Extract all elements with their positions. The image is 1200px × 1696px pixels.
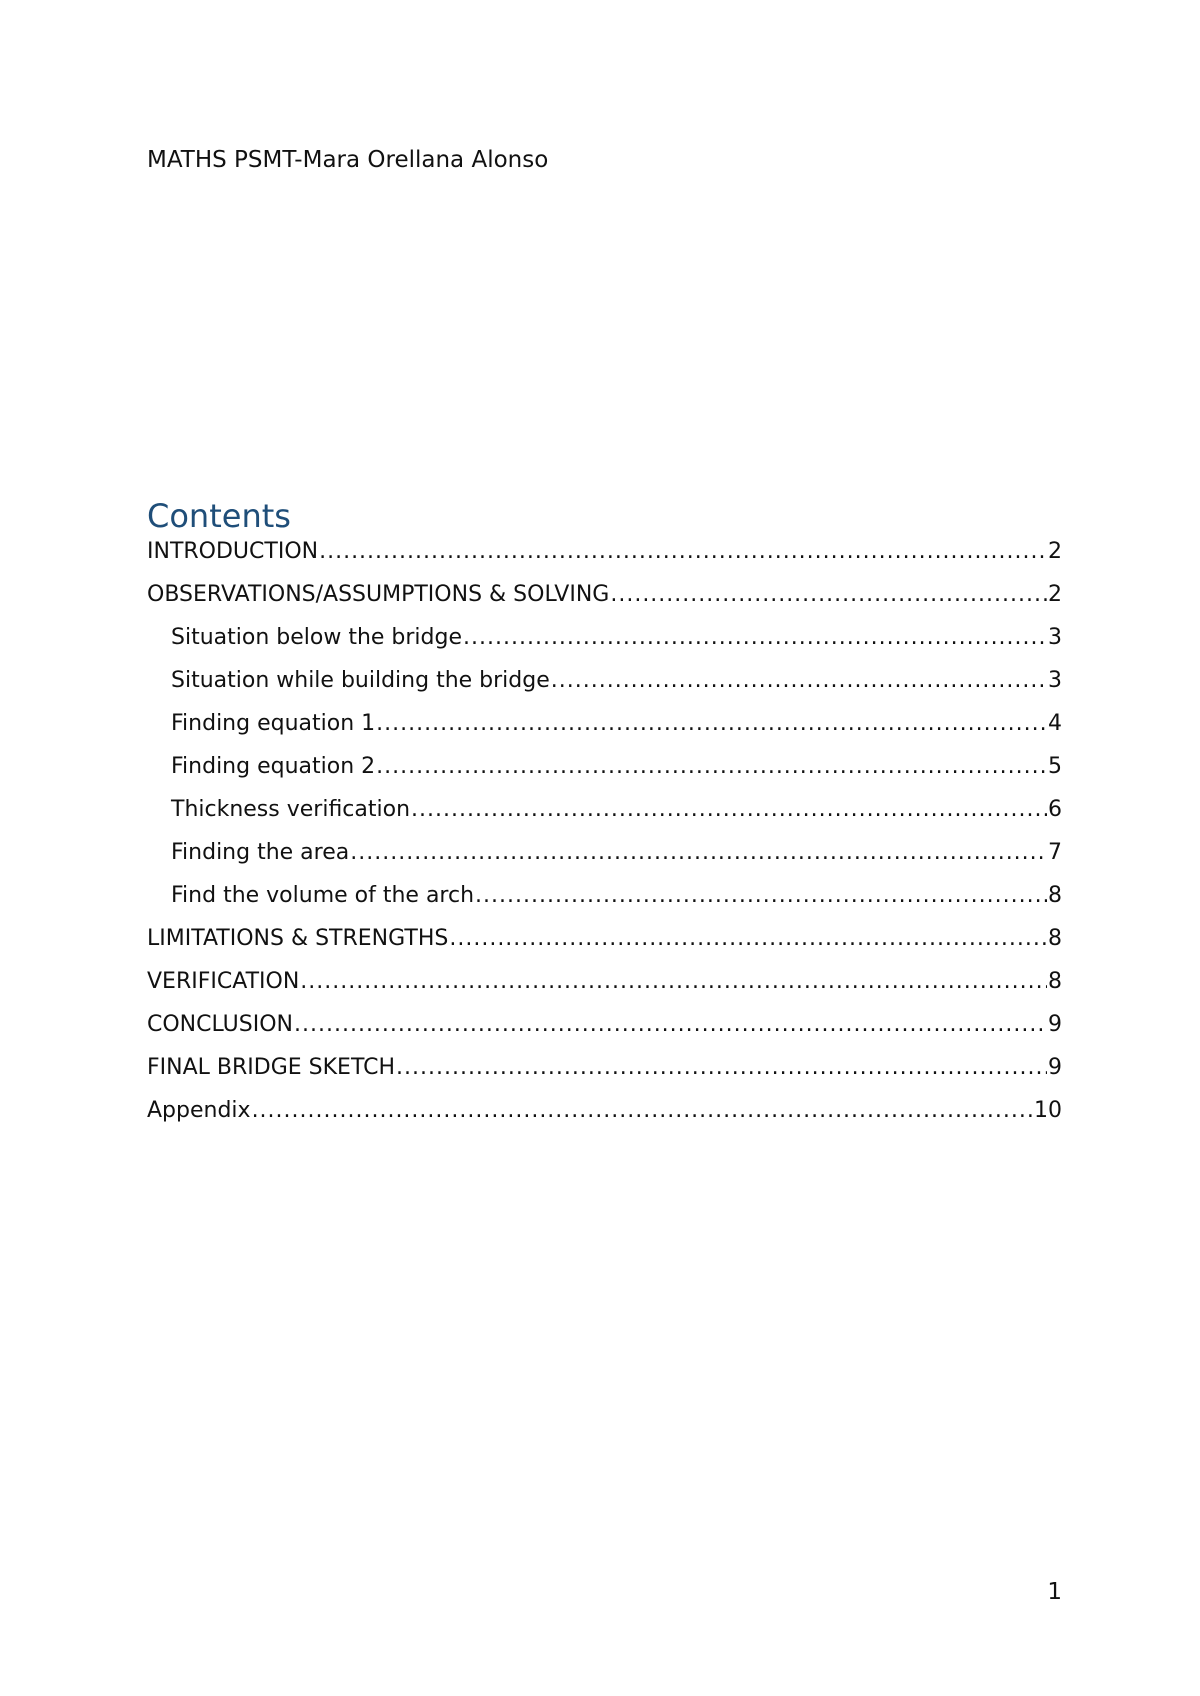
toc-entry-label: Thickness verification bbox=[171, 797, 411, 822]
toc-entry-page: 5 bbox=[1048, 754, 1062, 779]
toc-entry-conclusion[interactable] bbox=[147, 1009, 1062, 1052]
toc-entry-situation-building[interactable] bbox=[147, 665, 1062, 708]
toc-dot-leader bbox=[294, 1009, 1047, 1041]
document-header: MATHS PSMT-Mara Orellana Alonso bbox=[147, 147, 549, 173]
toc-entry-final-sketch[interactable] bbox=[147, 1052, 1062, 1095]
toc-entry-page: 2 bbox=[1048, 582, 1062, 607]
toc-entry-label: Find the volume of the arch bbox=[171, 883, 475, 908]
toc-dot-leader bbox=[396, 1052, 1047, 1084]
toc-entry-label: CONCLUSION bbox=[147, 1012, 293, 1037]
toc-dot-leader bbox=[376, 751, 1047, 783]
toc-dot-leader bbox=[350, 837, 1047, 869]
toc-entry-label: Appendix bbox=[147, 1098, 251, 1123]
toc-entry-introduction[interactable] bbox=[147, 536, 1062, 579]
toc-entry-page: 9 bbox=[1048, 1055, 1062, 1080]
toc-entry-page: 8 bbox=[1048, 969, 1062, 994]
toc-entry-label: VERIFICATION bbox=[147, 969, 300, 994]
toc-entry-page: 9 bbox=[1048, 1012, 1062, 1037]
toc-entry-volume[interactable] bbox=[147, 880, 1062, 923]
toc-dot-leader bbox=[610, 579, 1047, 611]
toc-entry-page: 4 bbox=[1048, 711, 1062, 736]
toc-entry-label: Situation while building the bridge bbox=[171, 668, 550, 693]
toc-entry-observations[interactable] bbox=[147, 579, 1062, 622]
page-number: 1 bbox=[1047, 1579, 1062, 1605]
toc-entry-label: OBSERVATIONS/ASSUMPTIONS & SOLVING bbox=[147, 582, 610, 607]
toc-entry-label: Situation below the bridge bbox=[171, 625, 463, 650]
toc-entry-page: 10 bbox=[1034, 1098, 1062, 1123]
toc-entry-label: INTRODUCTION bbox=[147, 539, 319, 564]
toc-entry-page: 3 bbox=[1048, 668, 1062, 693]
toc-dot-leader bbox=[300, 966, 1047, 998]
toc-dot-leader bbox=[463, 622, 1047, 654]
toc-dot-leader bbox=[411, 794, 1047, 826]
toc-entry-equation-2[interactable] bbox=[147, 751, 1062, 794]
toc-entry-page: 8 bbox=[1048, 883, 1062, 908]
toc-entry-label: FINAL BRIDGE SKETCH bbox=[147, 1055, 395, 1080]
toc-dot-leader bbox=[252, 1095, 1033, 1127]
toc-entry-page: 8 bbox=[1048, 926, 1062, 951]
contents-heading: Contents bbox=[147, 497, 291, 535]
toc-entry-verification[interactable] bbox=[147, 966, 1062, 1009]
toc-dot-leader bbox=[551, 665, 1047, 697]
toc-entry-limitations[interactable] bbox=[147, 923, 1062, 966]
toc-entry-label: LIMITATIONS & STRENGTHS bbox=[147, 926, 449, 951]
toc-entry-area[interactable] bbox=[147, 837, 1062, 880]
toc-entry-label: Finding equation 2 bbox=[171, 754, 376, 779]
toc-entry-page: 7 bbox=[1048, 840, 1062, 865]
toc-entry-appendix[interactable] bbox=[147, 1095, 1062, 1138]
toc-dot-leader bbox=[449, 923, 1047, 955]
toc-entry-page: 2 bbox=[1048, 539, 1062, 564]
table-of-contents bbox=[147, 536, 1062, 1138]
toc-entry-page: 6 bbox=[1048, 797, 1062, 822]
toc-entry-page: 3 bbox=[1048, 625, 1062, 650]
toc-entry-label: Finding the area bbox=[171, 840, 350, 865]
toc-entry-thickness[interactable] bbox=[147, 794, 1062, 837]
toc-dot-leader bbox=[475, 880, 1047, 912]
toc-dot-leader bbox=[319, 536, 1047, 568]
toc-entry-label: Finding equation 1 bbox=[171, 711, 376, 736]
toc-dot-leader bbox=[376, 708, 1047, 740]
toc-entry-equation-1[interactable] bbox=[147, 708, 1062, 751]
toc-entry-situation-below[interactable] bbox=[147, 622, 1062, 665]
